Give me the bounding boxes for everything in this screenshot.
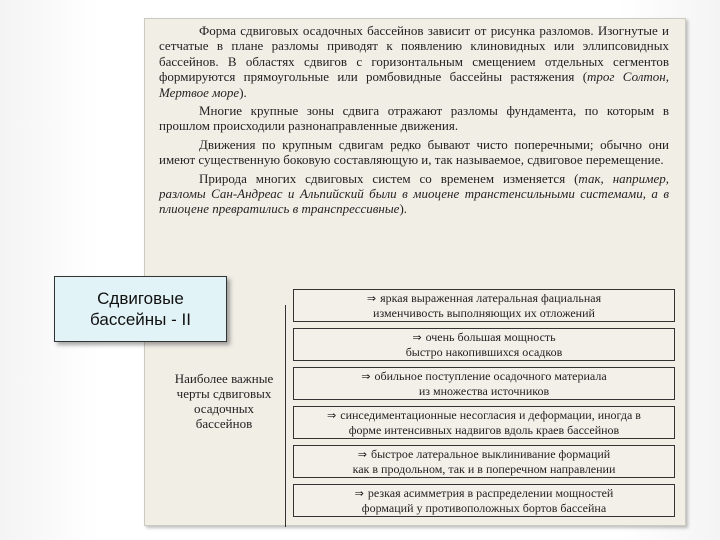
feature-line-2: формаций у противоположных бортов бассейна <box>361 501 607 515</box>
paragraph-3-text: Движения по крупным сдвигам редко бывают чисто поперечными; обычно они имеют существенную боковую составляющую и, так называемое, сдвиговое перемещение. <box>159 136 669 168</box>
feature-line-1: обильное поступление осадочного материала <box>374 369 607 383</box>
feature-line-2: из множества источников <box>418 384 550 398</box>
feature-line-2: изменчивость выполняющих их отложений <box>373 306 595 320</box>
paragraph-2 <box>159 103 669 134</box>
feature-row <box>293 484 675 517</box>
feature-line-1: яркая выраженная латеральная фациальная <box>380 291 602 305</box>
feature-line-1: быстрое латеральное выклинивание формаций <box>370 447 611 461</box>
paragraph-1-italic: трог Солтон, Мертвое море <box>159 69 669 100</box>
feature-row <box>293 367 675 400</box>
feature-line-2: быстро накопившихся осадков <box>405 345 563 359</box>
feature-line-2: как в продольном, так и в поперечном направлении <box>352 462 616 476</box>
double-arrow-icon: ⇒ <box>412 331 422 344</box>
feature-row <box>293 289 675 322</box>
paragraph-3 <box>159 137 669 168</box>
feature-line-1: резкая асимметрия в распределении мощностей <box>367 486 614 500</box>
slide-title-line-2: бассейны - II <box>90 310 191 329</box>
feature-row <box>293 328 675 361</box>
paragraph-4-italic: так, например, разломы Сан-Андреас и Альпийский были в миоцене транстенсильными системами, а в плиоцене превратились в транспрессивные <box>159 170 669 217</box>
paragraph-4-text: Природа многих сдвиговых систем со временем изменяется ( <box>199 170 579 186</box>
double-arrow-icon: ⇒ <box>361 370 371 383</box>
slide-title <box>54 276 227 342</box>
body-text <box>159 23 669 220</box>
feature-text <box>355 486 614 515</box>
paragraph-4 <box>159 171 669 217</box>
feature-row <box>293 406 675 439</box>
feature-text <box>367 291 601 320</box>
paragraph-1 <box>159 23 669 100</box>
features-connector <box>285 305 293 527</box>
feature-list <box>293 289 675 517</box>
double-arrow-icon: ⇒ <box>327 409 337 422</box>
feature-text <box>353 447 616 476</box>
scanned-page <box>144 18 686 526</box>
paragraph-4-tail: ). <box>399 201 408 217</box>
double-arrow-icon: ⇒ <box>357 448 367 461</box>
features-label: Наиболее важные черты сдвиговых осадочных бассейнов <box>174 371 274 431</box>
double-arrow-icon: ⇒ <box>366 292 377 305</box>
paragraph-1-tail: ). <box>239 84 247 100</box>
feature-line-2: форме интенсивных надвигов вдоль краев бассейнов <box>348 423 620 437</box>
feature-text <box>361 369 606 398</box>
feature-line-1: синседиментационные несогласия и деформации, иногда в <box>340 408 641 422</box>
feature-text <box>327 408 641 437</box>
paragraph-1-text: Форма сдвиговых осадочных бассейнов зависит от рисунка разломов. Изогнутые и сетчатые в плане разломы приводят к появлению клиновидных или эллипсовидных бассейнов. В областях сдвигов с горизонтальным смещением отдельных сегментов формируются прямоугольные или ромбовидные бассейны растяжения ( <box>159 23 669 85</box>
feature-row <box>293 445 675 478</box>
slide-title-line-1: Сдвиговые <box>97 289 184 308</box>
feature-line-1: очень большая мощность <box>425 330 556 344</box>
feature-text <box>406 330 563 359</box>
double-arrow-icon: ⇒ <box>354 487 364 500</box>
paragraph-2-text: Многие крупные зоны сдвига отражают разломы фундамента, по которым в прошлом происходили разнонаправленные движения. <box>159 103 669 134</box>
